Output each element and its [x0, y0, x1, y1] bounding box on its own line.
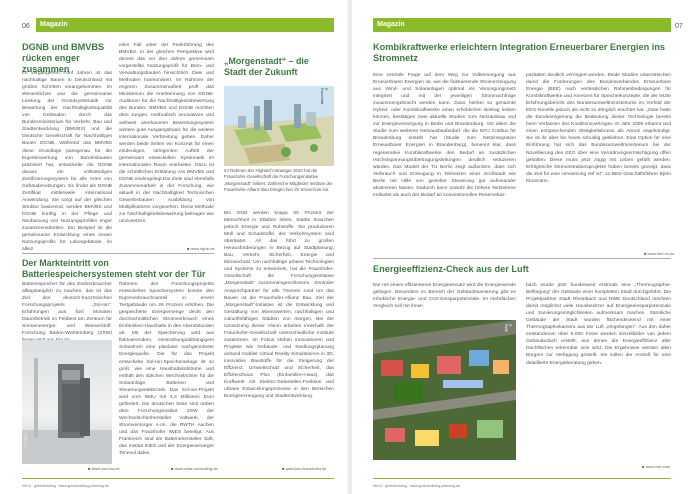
article-text: Rahmen des Forschungsprojekts entwickeltes Speichersystem konnte den Eigenverbrauchsanteil in einem Testgebäude um 26 Prozent erhöhen. Die gespeicherte Energiemenge deckt den durchschnittlichen Stromverbrauch eines Einfamilien-Haushalts in den Abendstunden ab. Mit der Speicherung wird aus fluktuierendem, einstrahlungsabhängigem Solarstrom eine planbare nachgeordnete Energiequelle. Die für das Projekt entwickelte Sol-Ion-Speicheranlage ist so groß, wie eine Haushaltskühltruhe und enthält den üblichen Wechselrichter für die Solaranlage, Batterien und Steuerungselektronik. Das Sol-Ion-Projekt wird vom BMU mit 4,3 Millionen Euro gefördert. Die deutschen Seite sind neben dem Forschungsinstitut ZSW der Wechselrichterhersteller Voltwerk, der Stromversorger e.on, die RWTH Aachen und das Fraunhofer IWES beteiligt. Aus Frankreich sind die Batteriehersteller Saft, das Institut INES und der Energieversorger Tenesol dabei.	[119, 282, 214, 457]
article-text: Eine zentrale Frage auf dem Weg zur Vollversorgung aus Erneuerbaren Energien ist, wie die fluktuierende Stromerzeugung aus Wind- und Solaranlagen optimal ins Versorgungsnetz integriert und mit der jeweiligen Stromnachfrage zusammengebracht werden kann. Dass hierbei so genannte Hybrid- oder Kombikraftwerke einen erheblichen Beitrag leisten können, bestätigen zwei aktuelle Studien zum Netzausbau und zur Energieversorgung in Berlin und Brandenburg. Vor allem die Studie zum weiteren Netzausbaubedarf, die die EFU Cottbus für Brandenburg erstellt hat (Studie zum Netzintegration Erneuerbarer Energien in Brandenburg), benennt klar, dass regenerative Kombikraftwerke den Bedarf an zusätzlichen Höchstspannungsübertragungsleitungen deutlich reduzieren würden. Das Modell der TU Berlin zeigt außerdem, dass sich Verbrauch und Erzeugung in Teilnetzen einer Großstadt wie Berlin mit Hilfe von gezielter Steuerung gut aufeinander abstimmen lassen. Dadurch kann sowohl die höhere Netzebene entlastet als auch der Bedarf an konventionellen Reservekaz-	[373, 73, 516, 198]
thermography-aerial-photo	[373, 320, 516, 460]
article-title: DGNB und BMVBS rücken enger zusammen	[22, 42, 105, 74]
battery-storage-photo	[22, 340, 112, 464]
city-model-image	[224, 86, 334, 166]
article-text: bach wurde jetzt bundesweit erstmals eine „Thermographie-Befliegung“ der Gebäude einer kompletten Stadt durchgeführt. Die Projektpartner Stadt Rheinbach und RWE Deutschland möchten damit möglichst viele Hausbesitzer auf Energieeinsparpotenziale und Sanierungsmöglichkeiten aufmerksam machen. Sämtliche Gebäude der Stadt wurden flächendeckend mit einer Thermographiekamera aus der Luft „eingefangen“. Aus den daher entstandenen über 5.000 Fotos werden Einzelbilder von jedem Gebäudedach erstellt, aus denen die Energieeffizienz aller Dachflächen erkennbar sein wird. Die Ergebnisse werden allen Bürgern zur Verfügung gestellt. Sie sollen der Anstoß für eine detaillierte Energieberatung geben.	[526, 283, 671, 366]
article-title: Der Markteintritt von Batteriespeichersystemen steht vor der Tür	[22, 258, 206, 279]
left-page	[0, 0, 348, 494]
section-label: Magazin	[36, 18, 334, 32]
thermal-aerial-illustration	[373, 320, 516, 460]
battery-storage-illustration	[22, 340, 112, 464]
image-credit: © Fraunhofer	[320, 88, 328, 105]
source-link[interactable]: ■ www.bee-ev.de	[644, 251, 675, 256]
morgenstadt-city-illustration	[224, 86, 334, 166]
article-text: Bis 2030 werden knapp 60 Prozent der Menschheit in Städten leben. Städte brauchen jedoch Energie und Rohstoffe. Sie produzieren Müll und Schadstoffe, der Verkehrsystem sind überlastet. All das führt zu großen Herausforderungen in Bezug auf Stadtplanung, Bau, Verkehr, Sicherheit, Energie und Klimaschutz. Um nachhaltige urbane Technologien und Systeme zu entwickeln, hat die Fraunhofer-Gesellschaft die Forschungsinitiative „Morgenstadt“ zusammengeschlossen. Zentraler Ansprechpartner für alle Themen rund um das Bauen ist die Fraunhofer-Allianz Bau. Ziel der „Morgenstadt“-Initiative ist die Entwicklung und Gestaltung von lebenswerten, nachhaltigen und zukunftsfähigen Städten von morgen. Bei der Umsetzung dieser Vision arbeiten innerhalb der Fraunhofer-Gesellschaft unterschiedliche Institute zusammen. Im Fokus stehen innovationen und Projekte wie Gebäude- und Siedlungsplanung anhand mobiler Virtual Reality-Simulationen in 3D, innovative Baustoffe für die Steigerung der Effizienz, Umweltschutz und Sicherheit, das Effizienzhaus Plus (Einfamilien-Haus), das Kraftwerk mit Elektro-Tankstellen-Funktion und urbane Entwicklungsprozesse in den Bereichen Energieerzeugung und Stadtentwicklung.	[224, 211, 334, 400]
page-number: 06	[22, 23, 30, 30]
article-text: Im vergangenen Fünf Jahren ist das nachhaltige Bauen in Deutschland mit großen Schritten vorangekommen. Im Wesentlichen war die gemeinsame Leistung der Grundsystematik zur Bewertung der Nachhaltigkeitsqualität von Gebäuden durch das Bundesministerium für Verkehr, Bau und Stadtentwicklung (BMVBS) und die Deutsche Gesellschaft für Nachhaltiges Bauen DGNB. Während das BMVBS diese Grundlage passgenau für die Eigenbewertung von Bundesbauten präzisiert hat, entwickelte die DGNB daraus ein vollständiges Zertifizierungssystem für alle Arten von Gebäudenutzungen. Es findet als DGNB Zertifikat mittlerweile international Anwendung. Sie sorgt auf der gleichen Struktur basierend, werden BMVBS und DGNB künftig in der Pflege und Neufassung von Nutzungsprofilen enger zusammenarbeiten. Ein Beispiel ist die gemeinsame Entwicklung eines neuen Nutzungsprofils für Laborgebäude, im alleiz	[22, 71, 112, 253]
article-title: „Morgenstadt“ – die Stadt der Zukunft	[224, 56, 309, 77]
footer-text: 06/13 · greenbuilding · www.greenbuilding-planning.de	[373, 484, 460, 488]
article-text: eilen Fall unter der Federführung des BMVBS. In der gleichen Perspektive wird derzeit das vor drei Jahren gemeinsam vorgestellte Nutzungsprofil für Büro- und Verwaltungsbauten hinsichtlich Ziele und Methoden harmonisiert. Im Rahmen der engeren Zusammenarbeit prüft das Ministerium die Anerkennung von DGNB-Auditoren für die Nachhaltigkeitsbewertung des Bundes. BMVBS und DGNB möchten dem Jungen, methodisch innovativen und weltweit anerkannten Bewertungssystem weitere gute Ausgangsbasis für die weitere internationale Verbreitung geben. Daher werden beide Seiten ein Konzept für einen eindeutigen, stringenten Auftritt der gemeinsam entwickelten Systematik im internationalen Raum erarbeiten. Dazu ist die schrittlichen Erklärung von BMVBS und DGNB niedergelegt.Die Ziele sind ebenfalls Zusammenarbeit in der Forschung, wie aktuell in der Nachhaltigkeit Technischen Gewerbebauten Ausbildung von Multiplikatoren vorgesehen. Diese Methode zur Nachhaltigkeitsbewertung beitragen wie umzusetzen.	[119, 43, 214, 225]
footer-bar	[22, 478, 334, 479]
footer-text: 06/13 · greenbuilding · www.greenbuilding-planning.de	[22, 484, 109, 488]
article-title: Energieeffizienz-Check aus der Luft	[373, 264, 529, 274]
article-text: Batteriespeicher für den Endverbraucher alltagstauglich zu machen, das ist das Ziel des deutsch-französischen Forschungsprojekts „Sol-Ion“. Erfahrungen aus fünf Monaten Dauerbetrieb im Feldtest am Zentrum für Sonnenenergie- und Wasserstoff-Forschung Baden-Württemberg (ZSW)	[22, 282, 112, 337]
source-link[interactable]: ■ www.zsw-bw.de	[88, 466, 120, 471]
source-link[interactable]: ■ www.dgnb.de	[187, 246, 215, 251]
image-caption: Im Rahmen der Hightech-Strategie 2020 hat die Fraunhofer-Gesellschaft die Forschungsinitiative „Morgenstadt“ initiiert. Zahlreiche Mitglieder Institute der Fraunhofer-Allianz Bau bringen hier ihr Know-how ein.	[224, 168, 333, 192]
article-text: Nur mit einem effizienteren Energieeinsatz wird die Energiewende gelingen. Besonders im Bereich der Gebäudesanierung gibt es erhebliche Energie- und CO2-Einsparpotenziale. Im mehrfachen Vergleich soll mit ihnen	[373, 283, 516, 310]
source-link[interactable]: ■ www.rwe.com	[642, 464, 671, 469]
section-label: Magazin	[373, 18, 671, 32]
image-credit: © ZSW	[24, 434, 28, 446]
image-credit: © RWE	[504, 324, 512, 332]
article-text: pazitäten deutlich verringert werden. Beide Studien unterstreichen damit die Forderungen des Bundesverbandes Erneuerbare Energie (BEE) nach verlässlichen Rahmenbedingungen für Kombikraftwerke und Anreizen für Speicherkonzepte, die der letzte Erfahrungsbericht des Bundesumweltministeriums im Vorfeld der EEG-Novelle jedoch als nicht so dringlich erachtet hat. „Zwar hatte die Bundesregierung die Bedeutung dieser Technologie bereits beim Verfassen des Koalitionsvertrages im Jahr 2009 erkannt und einen entsprechenden Stetigkeitsbonus als Anreiz angekündigt. Sie ist ihr aber bis heute schuldig geblieben. Eine Option für eine Einführung hat sich das Bundesumweltministerium bei der Novellierung des EEG über eine Verordnungsermächtigung offen gehalten. Diese muss jetzt zügig mit Leben gefüllt werden. Erfolgreiche Demonstrationsprojekte haben bereits gezeigt, dass die Zeit für eine Umsetzung reif ist“, so BEE-Geschäftsführer Björn Klusmann.	[526, 73, 671, 184]
right-page	[352, 0, 700, 494]
footer-bar	[373, 478, 671, 479]
article-title: Kombikraftwerke erleichtern Integration Erneuerbarer Energien ins Stromnetz	[373, 42, 666, 63]
page-number: 07	[675, 23, 683, 30]
source-link[interactable]: ■ www.bau.fraunhofer.de	[282, 466, 327, 471]
divider	[373, 258, 671, 259]
source-link[interactable]: ■ www.solar-consulting.de	[171, 466, 218, 471]
divider	[22, 253, 214, 254]
